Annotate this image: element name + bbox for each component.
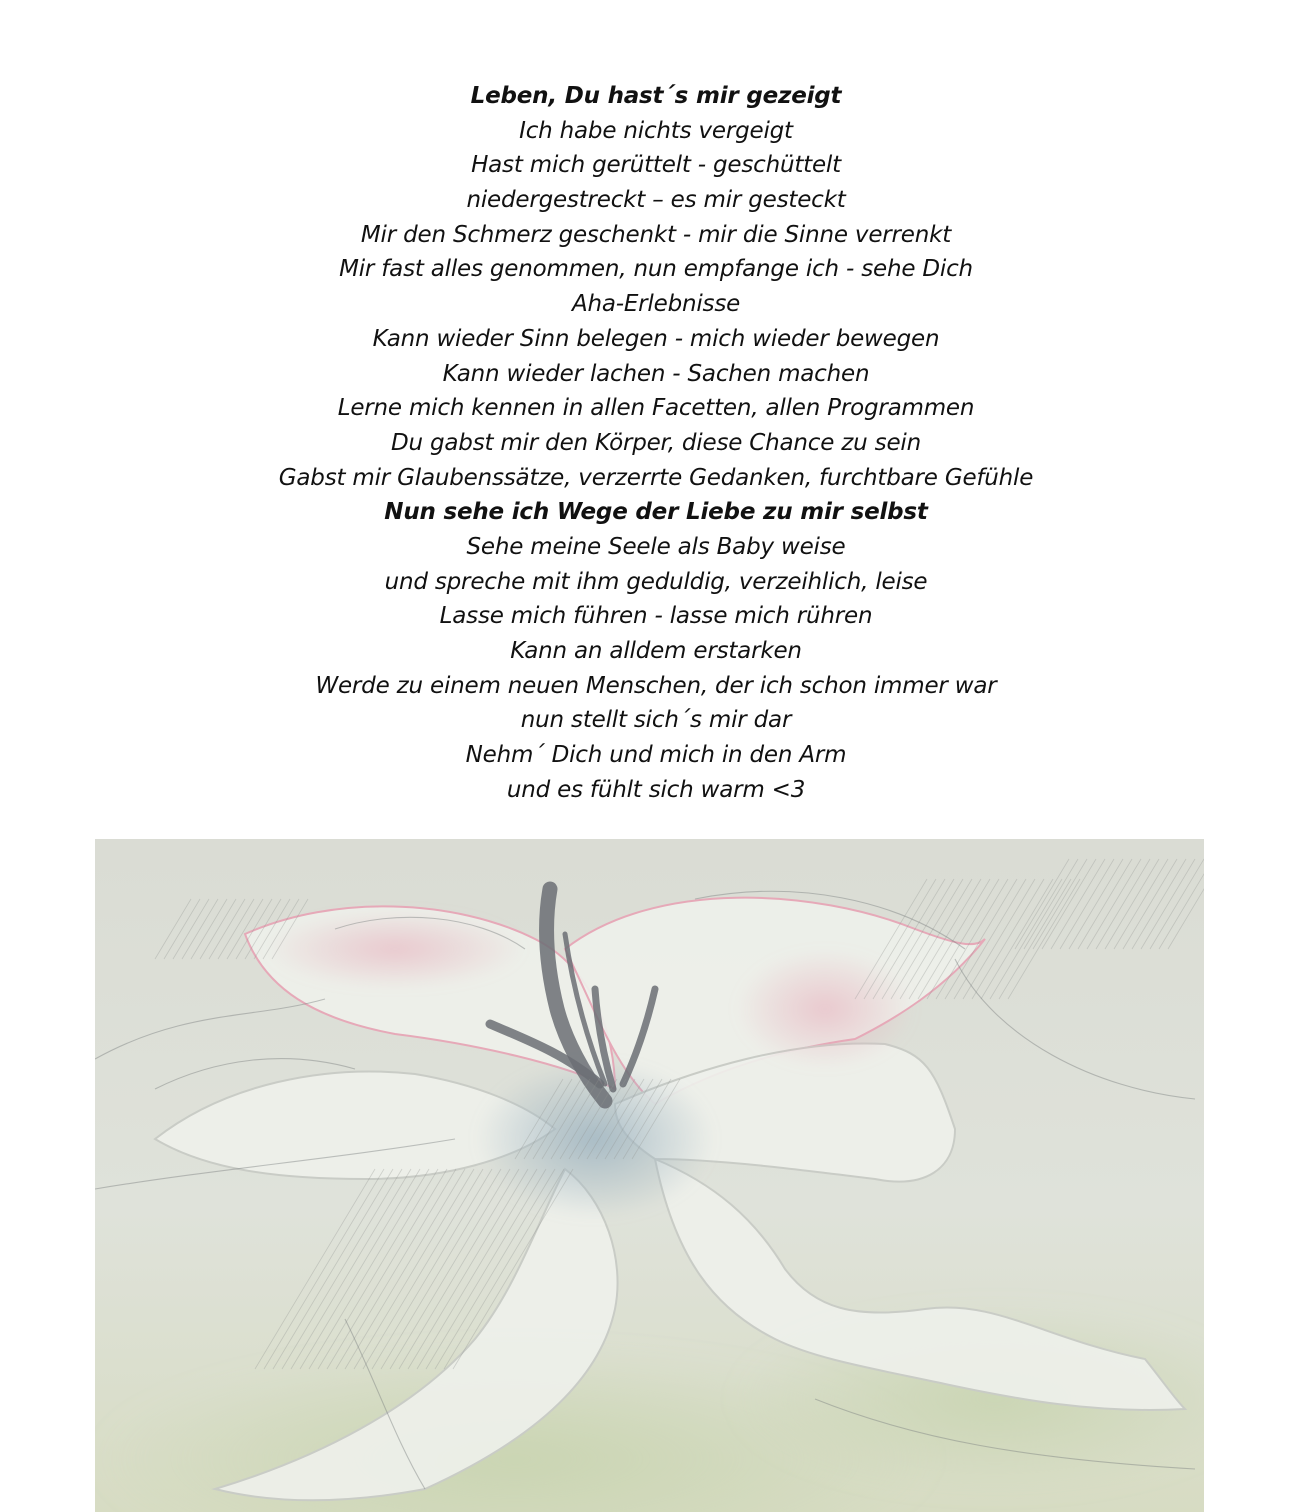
poem-line: Kann wieder Sinn belegen - mich wieder bewegen — [372, 325, 940, 352]
poem-line: Ich habe nichts vergeigt — [519, 117, 793, 144]
pink-wash-top — [265, 909, 525, 989]
poem-line: Hast mich gerüttelt - geschüttelt — [471, 152, 841, 179]
poem-line: Kann wieder lachen - Sachen machen — [442, 360, 870, 387]
poem-line: Werde zu einem neuen Menschen, der ich schon immer war — [315, 672, 997, 699]
poem-line: Lasse mich führen - lasse mich rühren — [439, 603, 873, 630]
poem — [0, 79, 1312, 807]
watercolor-flower-painting — [95, 839, 1204, 1512]
poem-line-bold: Nun sehe ich Wege der Liebe zu mir selbst — [384, 499, 928, 526]
poem-line-bold: Leben, Du hast´s mir gezeigt — [470, 83, 842, 109]
poem-line: Gabst mir Glaubenssätze, verzerrte Gedanken, furchtbare Gefühle — [278, 464, 1034, 491]
poem-line: und es fühlt sich warm <3 — [506, 776, 806, 803]
poem-line: nun stellt sich´s mir dar — [520, 707, 792, 734]
poem-line: niedergestreckt – es mir gesteckt — [466, 187, 846, 214]
poem-line: Sehe meine Seele als Baby weise — [466, 533, 846, 560]
poem-line: Kann an alldem erstarken — [510, 638, 802, 664]
poem-line: Aha-Erlebnisse — [571, 291, 741, 318]
poem-line: und spreche mit ihm geduldig, verzeihlich, leise — [384, 568, 928, 595]
poem-line: Du gabst mir den Körper, diese Chance zu sein — [391, 429, 921, 456]
poem-line: Lerne mich kennen in allen Facetten, allen Programmen — [337, 395, 975, 422]
poem-line: Nehm´ Dich und mich in den Arm — [465, 742, 847, 769]
poem-line: Mir den Schmerz geschenkt - mir die Sinne verrenkt — [360, 221, 952, 248]
pink-wash-right — [735, 949, 915, 1069]
poem-line: Mir fast alles genommen, nun empfange ich - sehe Dich — [339, 256, 973, 283]
